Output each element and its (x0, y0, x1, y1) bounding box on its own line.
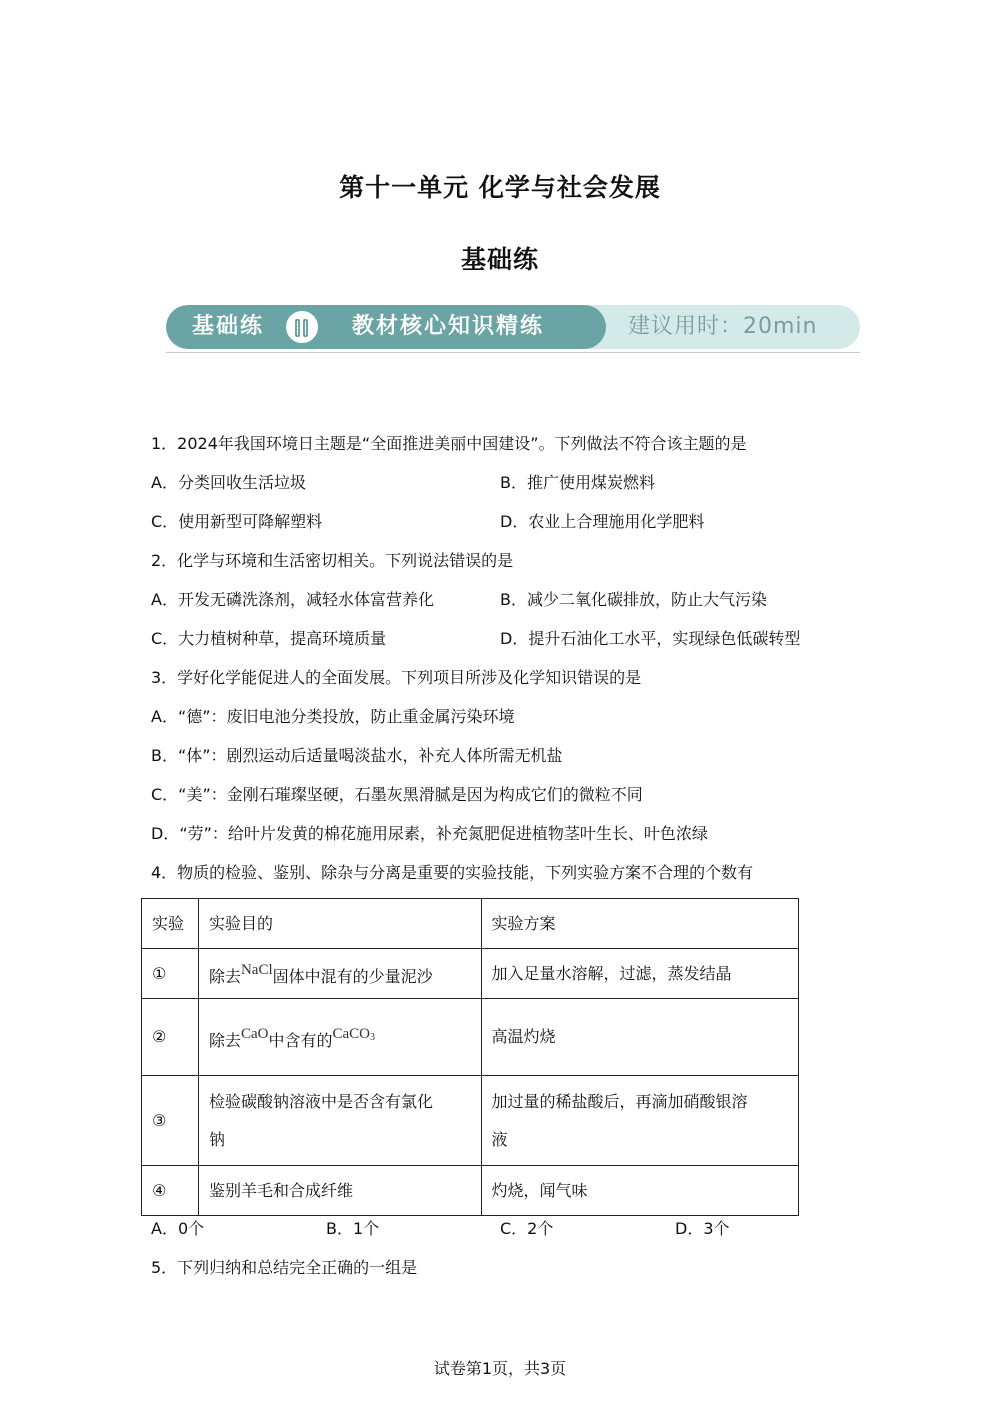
question-4-option-a: A．0个 (151, 1219, 205, 1238)
plan-text: 液 (491, 1129, 508, 1149)
page-subtitle: 基础练 (460, 245, 539, 274)
table-cell-id: ② (142, 999, 199, 1076)
question-2-option-a: A．开发无磷洗涤剂，减轻水体富营养化 (151, 590, 434, 609)
chem-formula-base: CaCO (332, 1025, 370, 1042)
question-3-option-d: D．“劳”：给叶片发黄的棉花施用尿素，补充氮肥促进植物茎叶生长、叶色浓绿 (151, 824, 708, 843)
question-4-option-d: D．3个 (675, 1219, 730, 1238)
question-3-option-a: A．“德”：废旧电池分类投放，防止重金属污染环境 (151, 707, 515, 726)
banner-mid-label: 教材核心知识精练 (352, 314, 545, 339)
table-row (142, 949, 799, 999)
question-1-option-d: D．农业上合理施用化学肥料 (500, 512, 705, 531)
question-1-stem: 1．2024年我国环境日主题是“全面推进美丽中国建设”。下列做法不符合该主题的是 (151, 434, 747, 453)
question-4-option-b: B．1个 (326, 1219, 380, 1238)
purpose-text: 固体中混有的少量泥沙 (272, 967, 433, 986)
question-5-stem: 5．下列归纳和总结完全正确的一组是 (151, 1258, 418, 1277)
question-2-option-b: B．减少二氧化碳排放，防止大气污染 (500, 590, 767, 609)
question-1-option-a: A．分类回收生活垃圾 (151, 473, 306, 492)
question-3-stem: 3．学好化学能促进人的全面发展。下列项目所涉及化学知识错误的是 (151, 668, 642, 687)
table-cell-purpose: 鉴别羊毛和合成纤维 (198, 1166, 481, 1216)
page-footer: 试卷第1页，共3页 (433, 1359, 567, 1378)
page-title: 第十一单元 化学与社会发展 (339, 173, 661, 202)
question-2-option-c: C．大力植树种草，提高环境质量 (151, 629, 387, 648)
table-cell-purpose (198, 999, 481, 1076)
table-cell-id: ① (142, 949, 199, 999)
purpose-text: 检验碳酸钠溶液中是否含有氯化 (208, 1091, 433, 1111)
question-4-option-c: C．2个 (500, 1219, 554, 1238)
table-cell-id: ③ (142, 1076, 199, 1166)
table-cell-plan: 高温灼烧 (481, 999, 798, 1076)
purpose-text: 钠 (208, 1129, 225, 1149)
table-header-cell: 实验方案 (481, 899, 798, 949)
question-3-option-b: B．“体”：剧烈运动后适量喝淡盐水，补充人体所需无机盐 (151, 746, 563, 765)
table-cell-plan: 加入足量水溶解，过滤，蒸发结晶 (481, 949, 798, 999)
question-3-option-c: C．“美”：金刚石璀璨坚硬，石墨灰黑滑腻是因为构成它们的微粒不同 (151, 785, 643, 804)
question-2-option-d: D．提升石油化工水平，实现绿色低碳转型 (500, 629, 801, 648)
banner-left-label: 基础练 (192, 314, 265, 339)
table-cell-id: ④ (142, 1166, 199, 1216)
section-banner (166, 305, 860, 349)
banner-time-label: 建议用时：20min (628, 314, 818, 339)
chem-formula (332, 1026, 375, 1042)
purpose-text: 除去 (208, 1030, 241, 1050)
plan-text: 加过量的稀盐酸后，再滴加硝酸银溶 (491, 1091, 748, 1111)
table-header-row (142, 899, 799, 949)
table-row (142, 999, 799, 1076)
banner-underline (166, 352, 860, 353)
table-header-cell: 实验 (142, 899, 199, 949)
table-row (142, 1076, 799, 1166)
table-cell-plan (481, 1076, 798, 1166)
question-2-stem: 2．化学与环境和生活密切相关。下列说法错误的是 (151, 551, 514, 570)
purpose-text: 除去 (208, 967, 241, 986)
purpose-text: 中含有的 (268, 1030, 333, 1050)
question-4-stem: 4．物质的检验、鉴别、除杂与分离是重要的实验技能，下列实验方案不合理的个数有 (151, 863, 754, 882)
book-icon (284, 309, 320, 345)
table-row (142, 1166, 799, 1216)
experiment-table (141, 898, 799, 1216)
chem-formula: NaCl (240, 962, 273, 978)
chem-formula-subscript: 3 (369, 1031, 375, 1043)
question-1-option-b: B．推广使用煤炭燃料 (500, 473, 655, 492)
chem-formula: CaO (240, 1025, 269, 1042)
question-1-option-c: C．使用新型可降解塑料 (151, 512, 323, 531)
table-cell-plan: 灼烧，闻气味 (481, 1166, 798, 1216)
table-header-cell: 实验目的 (198, 899, 481, 949)
table-cell-purpose (198, 949, 481, 999)
table-cell-purpose (198, 1076, 481, 1166)
